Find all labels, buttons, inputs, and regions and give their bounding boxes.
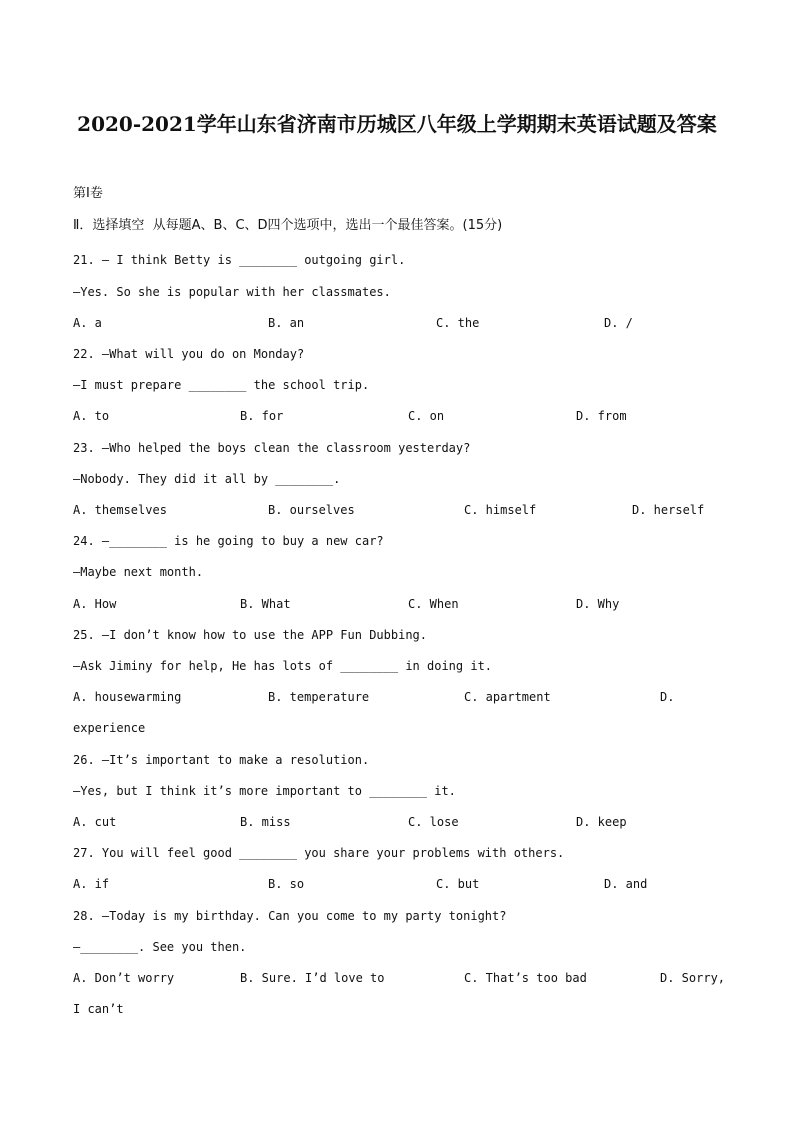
question-27-option-d: D. and xyxy=(604,877,648,891)
question-23-option-b: B. ourselves xyxy=(268,503,355,517)
question-25-option-c: C. apartment xyxy=(464,690,551,704)
question-27-option-a: A. if xyxy=(73,877,110,891)
question-27-stem: 27. You will feel good ________ you share your problems with others. xyxy=(73,846,565,860)
question-22-option-a: A. to xyxy=(73,409,110,423)
question-27-option-b: B. so xyxy=(268,877,305,891)
question-24-option-d: D. Why xyxy=(576,597,620,611)
question-25-reply: —Ask Jiminy for help, He has lots of ________ in doing it. xyxy=(73,659,493,673)
question-23-stem: 23. —Who helped the boys clean the classroom yesterday? xyxy=(73,441,471,455)
question-24-stem: 24. —________ is he going to buy a new car? xyxy=(73,534,384,548)
question-24-option-a: A. How xyxy=(73,597,117,611)
question-22-option-d: D. from xyxy=(576,409,627,423)
question-24-reply: —Maybe next month. xyxy=(73,565,204,579)
question-28-option-b: B. Sure. I’d love to xyxy=(240,971,385,985)
question-28-stem: 28. —Today is my birthday. Can you come to my party tonight? xyxy=(73,909,507,923)
question-21-option-d: D. / xyxy=(604,316,633,330)
question-24-option-c: C. When xyxy=(408,597,459,611)
question-28-option-d-text: I can’t xyxy=(73,1002,124,1016)
question-25-option-d-letter: D. xyxy=(660,690,675,704)
question-21-reply: —Yes. So she is popular with her classmates. xyxy=(73,285,391,299)
question-25-option-a: A. housewarming xyxy=(73,690,182,704)
question-22-stem: 22. —What will you do on Monday? xyxy=(73,347,305,361)
question-26-stem: 26. —It’s important to make a resolution. xyxy=(73,753,370,767)
section-instruction: Ⅱ．选择填空 从每题A、B、C、D四个选项中，选出一个最佳答案。(15分) xyxy=(73,218,503,233)
question-23-option-d: D. herself xyxy=(632,503,705,517)
question-25-option-d-text: experience xyxy=(73,721,146,735)
question-23-option-a: A. themselves xyxy=(73,503,167,517)
question-28-reply: —________. See you then. xyxy=(73,940,247,954)
question-26-option-b: B. miss xyxy=(240,815,291,829)
question-27-option-c: C. but xyxy=(436,877,480,891)
question-24-option-b: B. What xyxy=(240,597,291,611)
question-26-option-a: A. cut xyxy=(73,815,117,829)
question-28-option-d-letter: D. Sorry, xyxy=(660,971,726,985)
question-21-option-c: C. the xyxy=(436,316,480,330)
question-26-option-d: D. keep xyxy=(576,815,627,829)
question-26-option-c: C. lose xyxy=(408,815,459,829)
volume-label: 第Ⅰ卷 xyxy=(73,186,103,201)
question-22-reply: —I must prepare ________ the school trip. xyxy=(73,378,370,392)
question-21-stem: 21. — I think Betty is ________ outgoing girl. xyxy=(73,253,406,267)
question-22-option-c: C. on xyxy=(408,409,445,423)
question-23-reply: —Nobody. They did it all by ________. xyxy=(73,472,341,486)
document-title: 2020-2021学年山东省济南市历城区八年级上学期期末英语试题及答案 xyxy=(77,112,717,136)
question-25-stem: 25. —I don’t know how to use the APP Fun Dubbing. xyxy=(73,628,428,642)
question-23-option-c: C. himself xyxy=(464,503,537,517)
question-25-option-b: B. temperature xyxy=(268,690,370,704)
question-22-option-b: B. for xyxy=(240,409,284,423)
question-28-option-a: A. Don’t worry xyxy=(73,971,175,985)
question-26-reply: —Yes, but I think it’s more important to ________ it. xyxy=(73,784,456,798)
question-21-option-b: B. an xyxy=(268,316,305,330)
question-28-option-c: C. That’s too bad xyxy=(464,971,587,985)
question-21-option-a: A. a xyxy=(73,316,102,330)
